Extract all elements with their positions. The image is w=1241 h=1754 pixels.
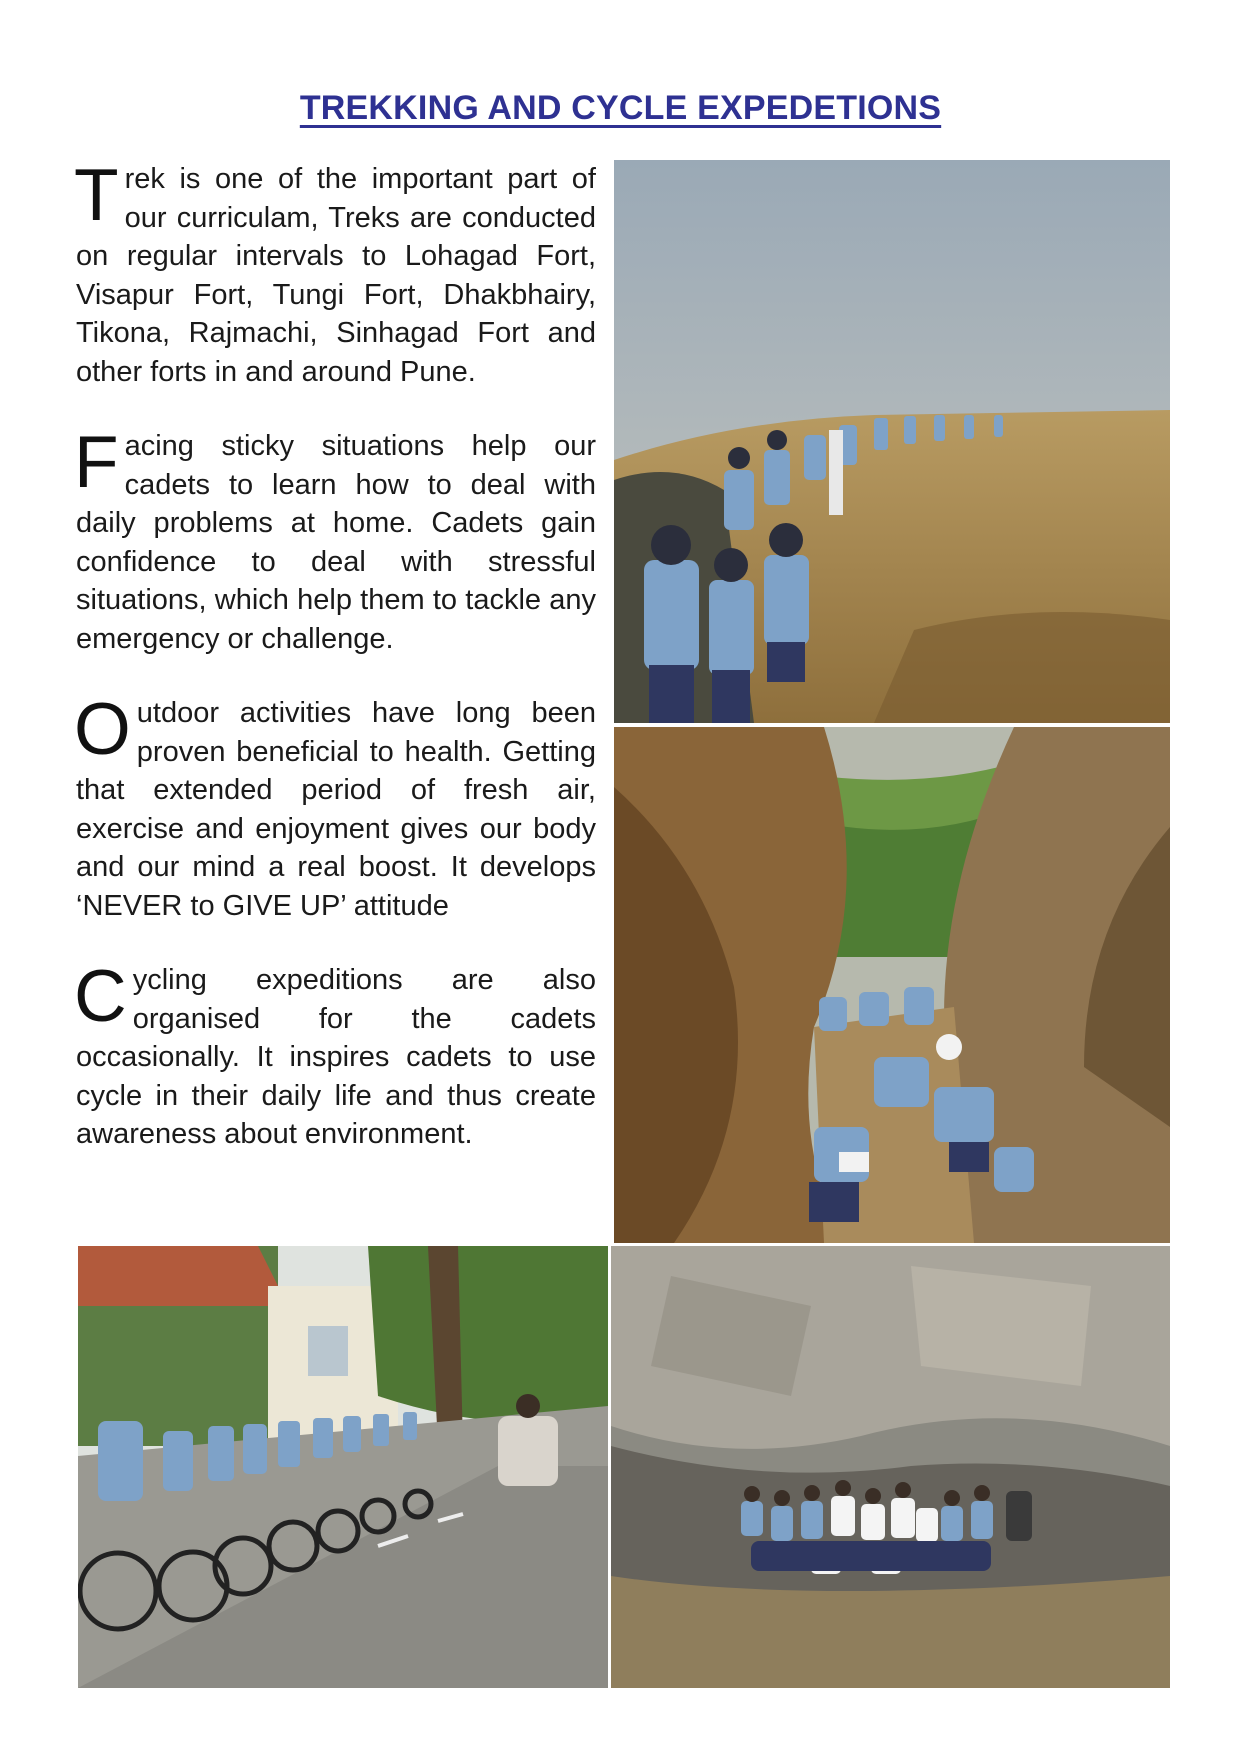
- photo-trek-plateau: [614, 160, 1170, 723]
- paragraph-outdoor: [74, 689, 596, 925]
- photo-cycle-road: [78, 1246, 608, 1688]
- paragraph-text: utdoor activities have long been proven beneficial to health. Getting that extended period of fresh air, exercise and enjoyment gives our body and our mind a real boost. It develops ‘NEVER to GIVE UP’ attitude: [76, 697, 596, 922]
- dropcap: C: [74, 956, 127, 1037]
- dropcap: O: [74, 689, 131, 770]
- paragraph-text: rek is one of the important part of our curriculam, Treks are conducted on regular intervals to Lohagad Fort, Visapur Fort, Tungi Fort, Dhakbhairy, Tikona, Rajmachi, Sinhagad Fort and other forts in and around Pune.: [76, 163, 596, 388]
- paragraph-text: acing sticky situations help our cadets to learn how to deal with daily problems at home. Cadets gain confidence to deal with stressful situations, which help them to tackle any emergency or challenge.: [76, 430, 596, 655]
- paragraph-text: ycling expeditions are also organised for the cadets occasionally. It inspires cadets to use cycle in their daily life and thus create awareness about environment.: [76, 964, 596, 1150]
- paragraph-trek: [74, 155, 596, 391]
- dropcap: F: [74, 422, 119, 503]
- photo-rock-gully: [614, 727, 1170, 1243]
- paragraph-cycling: [74, 956, 596, 1154]
- dropcap: T: [74, 155, 119, 236]
- page-title: TREKKING AND CYCLE EXPEDETIONS: [299, 88, 942, 127]
- text-column: [74, 155, 596, 1190]
- paragraph-challenges: [74, 422, 596, 658]
- photo-cave-group: [611, 1246, 1170, 1688]
